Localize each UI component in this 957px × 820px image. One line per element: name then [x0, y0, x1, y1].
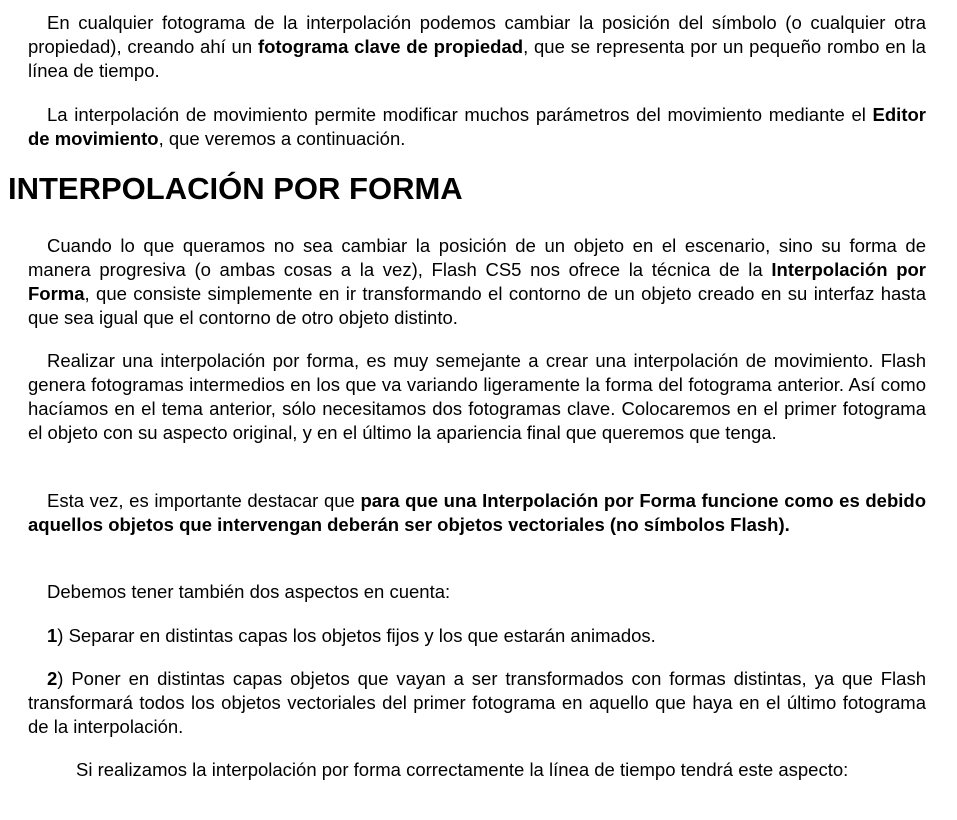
paragraph-text: Esta vez, es importante destacar que [47, 490, 361, 511]
list-number: 1 [47, 625, 58, 646]
paragraph-text: En cualquier fotograma de la interpolación podemos cambiar la posición del símbolo (o cualquier otra propiedad), creando ahí un [28, 12, 926, 57]
paragraph-shape-tween-intro [28, 234, 926, 330]
paragraph-property-keyframe [28, 11, 926, 83]
paragraph-vector-requirement [28, 489, 926, 537]
paragraph-shape-tween-process: Realizar una interpolación por forma, es muy semejante a crear una interpolación de movimiento. Flash genera fotogramas intermedios en los que va variando ligeramente la forma del fotograma anterior. Así como hacíamos en el tema anterior, sólo necesitamos dos fotogramas clave. Colocaremos en el primer fotograma el objeto con su aspecto original, y en el último la apariencia final que queremos que tenga. [28, 350, 926, 443]
paragraph-text: , que consiste simplemente en ir transformando el contorno de un objeto creado en su interfaz hasta que sea igual que el contorno de otro objeto distinto. [28, 283, 926, 328]
paragraph-text: , que veremos a continuación. [158, 128, 406, 149]
section-heading: INTERPOLACIÓN POR FORMA [8, 171, 463, 206]
paragraph-text: La interpolación de movimiento permite modificar muchos parámetros del movimiento mediante el [47, 104, 873, 125]
list-text: ) Poner en distintas capas objetos que vayan a ser transformados con formas distintas, ya que Flash transformará todos los objetos vectoriales del primer fotograma en aquello que haya en el último fotograma de la interpolación. [28, 668, 926, 737]
list-number: 2 [47, 668, 58, 689]
list-text: ) Separar en distintas capas los objetos fijos y los que estarán animados. [57, 625, 656, 646]
paragraph-text: , que se representa por un pequeño rombo en la línea de tiempo. [28, 36, 926, 81]
bold-term: Interpolación por Forma [28, 259, 926, 304]
paragraph-text: Cuando lo que queramos no sea cambiar la posición de un objeto en el escenario, sino su forma de manera progresiva (o ambas cosas a la vez), Flash CS5 nos ofrece la técnica de la [28, 235, 926, 280]
paragraph-motion-editor [28, 103, 926, 151]
paragraph-aspects-intro: Debemos tener también dos aspectos en cuenta: [47, 581, 451, 602]
list-item-1 [28, 624, 926, 648]
bold-term: Editor de movimiento [28, 104, 926, 149]
bold-term: fotograma clave de propiedad [257, 36, 524, 57]
bold-requirement: para que una Interpolación por Forma funcione como es debido aquellos objetos que intervengan deberán ser objetos vectoriales (no símbolos Flash). [28, 490, 926, 535]
paragraph-timeline-appearance: Si realizamos la interpolación por forma correctamente la línea de tiempo tendrá este aspecto: [76, 759, 849, 780]
list-item-2 [28, 667, 926, 739]
